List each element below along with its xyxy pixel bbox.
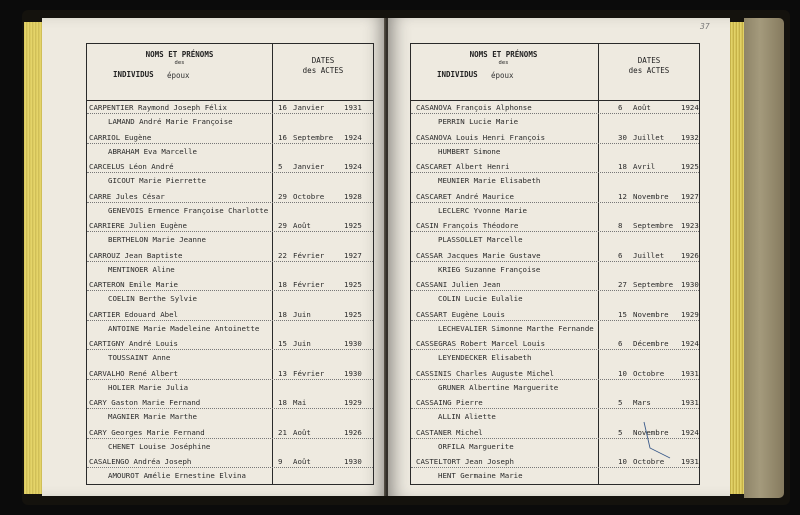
act-year: 1924 [344,132,362,142]
act-month: Février [293,250,325,260]
register-entry [411,132,699,160]
register-entry [87,279,373,307]
act-year: 1930 [344,339,362,348]
act-year: 1926 [344,427,362,437]
individus-label: INDIVIDUS [437,70,478,79]
bride-name: LAMAND André Marie Françoise [108,117,233,126]
register-entry [87,397,373,425]
act-month: Janvier [293,162,325,171]
entry-rule [87,172,373,173]
groom-name: CARY Georges Marie Fernand [89,427,205,437]
bride-name: CHENET Louise Joséphine [108,441,211,451]
groom-name: CASTELTORT Jean Joseph [416,457,514,466]
act-month: Juin [293,339,311,348]
act-month: Septembre [293,132,334,142]
act-month: Décembre [633,339,669,348]
groom-name: CASCARET Albert Henri [416,162,510,171]
entry-rule [87,113,373,114]
act-day: 5 [618,427,623,437]
act-day: 21 [278,427,287,437]
dates-sub: des ACTES [302,66,344,76]
groom-name: CARRIERE Julien Eugène [89,221,187,230]
header-divider [87,100,373,101]
act-day: 18 [278,280,287,289]
entry-rule [87,320,373,321]
act-day: 10 [618,457,627,466]
bride-name: AMOUROT Amélie Ernestine Elvina [108,471,246,480]
act-year: 1925 [344,309,362,319]
groom-name: CASANOVA François Alphonse [416,103,532,112]
act-day: 18 [278,398,287,407]
register-entry [87,132,373,160]
groom-name: CASALENGO Andréa Joseph [89,457,192,466]
right-register-table [410,43,700,485]
act-month: Mai [293,398,307,407]
pen-stroke-mark [642,420,672,460]
groom-name: CARCELUS Léon André [89,162,174,171]
register-entry [87,102,373,130]
register-entry [87,309,373,337]
left-register-table [86,43,374,485]
names-des: des [498,59,509,66]
groom-name: CASTANER Michel [416,427,483,437]
right-page-edges [728,22,744,494]
groom-name: CARRIOL Eugène [89,132,152,142]
act-year: 1924 [681,339,699,348]
groom-name: CASCARET André Maurice [416,191,514,201]
bride-name: LECLERC Yvonne Marie [438,205,527,215]
dates-header [599,56,699,76]
register-entry [411,220,699,248]
act-year: 1925 [681,162,699,171]
register-entry [411,161,699,189]
groom-name: CASSANI Julien Jean [416,280,501,289]
names-title: NOMS ET PRÉNOMS [469,50,538,59]
bride-name: GICOUT Marie Pierrette [108,176,206,185]
act-day: 27 [618,280,627,289]
groom-name: CARPENTIER Raymond Joseph Félix [89,103,227,112]
bride-name: HENT Germaine Marie [438,471,523,480]
act-year: 1924 [681,103,699,112]
act-day: 5 [618,398,623,407]
bride-name: MEUNIER Marie Elisabeth [438,176,541,185]
act-month: Octobre [293,191,325,201]
entry-rule [87,290,373,291]
groom-name: CARROUZ Jean Baptiste [89,250,183,260]
names-title: NOMS ET PRÉNOMS [145,50,214,59]
bride-name: LEYENDECKER Elisabeth [438,353,532,362]
entry-rule [87,202,373,203]
entry-rule [87,408,373,409]
act-year: 1923 [681,221,699,230]
names-header [411,50,596,67]
page-number: 37 [700,22,710,31]
register-entry [411,309,699,337]
bride-name: MENTINOER Aline [108,264,175,274]
entry-rule [411,349,699,350]
register-entry [87,338,373,366]
bride-name: HUMBERT Simone [438,146,501,156]
register-entry [411,368,699,396]
bride-name: LECHEVALIER Simonne Marthe Fernande [438,323,594,333]
register-entry [87,161,373,189]
register-entry [411,250,699,278]
act-month: Février [293,280,325,289]
act-day: 22 [278,250,287,260]
act-month: Novembre [633,427,669,437]
groom-name: CASIN François Théodore [416,221,519,230]
act-day: 6 [618,250,623,260]
dates-title: DATES [311,56,335,65]
names-des: des [174,59,185,66]
register-entry [87,191,373,219]
act-day: 12 [618,191,627,201]
register-entry [87,456,373,484]
register-entry [411,102,699,130]
entry-rule [87,438,373,439]
groom-name: CASSART Eugène Louis [416,309,505,319]
act-day: 30 [618,132,627,142]
act-year: 1929 [681,309,699,319]
act-year: 1930 [344,368,362,378]
entry-rule [411,290,699,291]
act-year: 1927 [344,250,362,260]
act-month: Août [633,103,651,112]
act-month: Août [293,427,311,437]
entry-rule [411,320,699,321]
register-entry [411,191,699,219]
dates-sub: des ACTES [628,66,670,76]
book-cover-edge [744,18,784,498]
entry-rule [87,379,373,380]
groom-name: CASSAING Pierre [416,398,483,407]
bride-name: PLASSOLLET Marcelle [438,235,523,244]
act-month: Août [293,457,311,466]
act-year: 1930 [681,280,699,289]
bride-name: GENEVOIS Ermence Françoise Charlotte [108,205,269,215]
bride-name: KRIEG Suzanne Françoise [438,264,541,274]
left-page [42,18,386,496]
bride-name: COELIN Berthe Sylvie [108,294,197,303]
header-divider [411,100,699,101]
act-month: Avril [633,162,656,171]
act-month: Septembre [633,280,674,289]
register-entry [87,368,373,396]
act-year: 1931 [344,103,362,112]
groom-name: CASSEGRAS Robert Marcel Louis [416,339,546,348]
act-day: 16 [278,103,287,112]
act-day: 29 [278,221,287,230]
epoux-label: époux [167,71,190,80]
bride-name: MAGNIER Marie Marthe [108,412,197,421]
act-year: 1925 [344,280,362,289]
bride-name: COLIN Lucie Eulalie [438,294,523,303]
bride-name: ANTOINE Marie Madeleine Antoinette [108,323,260,333]
act-year: 1927 [681,191,699,201]
epoux-label: époux [491,71,514,80]
bride-name: ALLIN Aliette [438,412,496,421]
groom-name: CASSAR Jacques Marie Gustave [416,250,541,260]
register-entry [87,427,373,455]
right-page [388,18,730,496]
dates-title: DATES [637,56,661,65]
groom-name: CARRE Jules César [89,191,165,201]
act-day: 8 [618,221,623,230]
act-day: 18 [618,162,627,171]
act-day: 15 [618,309,627,319]
entry-rule [411,143,699,144]
entry-rule [411,261,699,262]
act-day: 5 [278,162,283,171]
entry-rule [87,231,373,232]
register-entry [411,456,699,484]
bride-name: HOLIER Marie Julia [108,382,189,392]
act-year: 1931 [681,398,699,407]
act-year: 1926 [681,250,699,260]
act-month: Octobre [633,368,665,378]
act-month: Octobre [633,457,665,466]
act-year: 1930 [344,457,362,466]
act-day: 6 [618,339,623,348]
act-year: 1931 [681,457,699,466]
bride-name: BERTHELON Marie Jeanne [108,235,206,244]
act-day: 6 [618,103,623,112]
entry-rule [87,261,373,262]
act-year: 1925 [344,221,362,230]
register-entry [411,279,699,307]
act-day: 10 [618,368,627,378]
entry-rule [411,408,699,409]
bride-name: ABRAHAM Eva Marcelle [108,146,197,156]
act-month: Juillet [633,250,665,260]
act-year: 1932 [681,132,699,142]
act-month: Janvier [293,103,325,112]
entry-rule [411,113,699,114]
groom-name: CASSINIS Charles Auguste Michel [416,368,554,378]
entry-rule [411,202,699,203]
entry-rule [411,231,699,232]
entry-rule [411,379,699,380]
act-month: Novembre [633,309,669,319]
act-day: 9 [278,457,283,466]
act-month: Mars [633,398,651,407]
bride-name: GRUNER Albertine Marguerite [438,382,559,392]
act-day: 15 [278,339,287,348]
groom-name: CARTERON Emile Marie [89,280,178,289]
groom-name: CARVALHO René Albert [89,368,178,378]
entry-rule [411,172,699,173]
act-year: 1929 [344,398,362,407]
groom-name: CARTIER Edouard Abel [89,309,178,319]
left-page-edges [24,22,44,494]
groom-name: CARY Gaston Marie Fernand [89,398,201,407]
act-month: Août [293,221,311,230]
act-month: Novembre [633,191,669,201]
act-day: 29 [278,191,287,201]
act-day: 13 [278,368,287,378]
act-month: Juin [293,309,311,319]
entry-rule [87,143,373,144]
act-day: 18 [278,309,287,319]
entry-rule [411,467,699,468]
act-year: 1928 [344,191,362,201]
groom-name: CARTIGNY André Louis [89,339,178,348]
dates-header [273,56,373,76]
individus-label: INDIVIDUS [113,70,154,79]
register-entry [87,250,373,278]
act-year: 1924 [681,427,699,437]
register-entry [411,338,699,366]
act-month: Juillet [633,132,665,142]
act-day: 16 [278,132,287,142]
act-month: Février [293,368,325,378]
bride-name: PERRIN Lucie Marie [438,117,519,126]
names-header [87,50,272,67]
act-month: Septembre [633,221,674,230]
act-year: 1931 [681,368,699,378]
bride-name: ORFILA Marguerite [438,441,514,451]
entry-rule [87,349,373,350]
entry-rule [87,467,373,468]
register-entry [87,220,373,248]
groom-name: CASANOVA Louis Henri François [416,132,546,142]
act-year: 1924 [344,162,362,171]
bride-name: TOUSSAINT Anne [108,353,171,362]
